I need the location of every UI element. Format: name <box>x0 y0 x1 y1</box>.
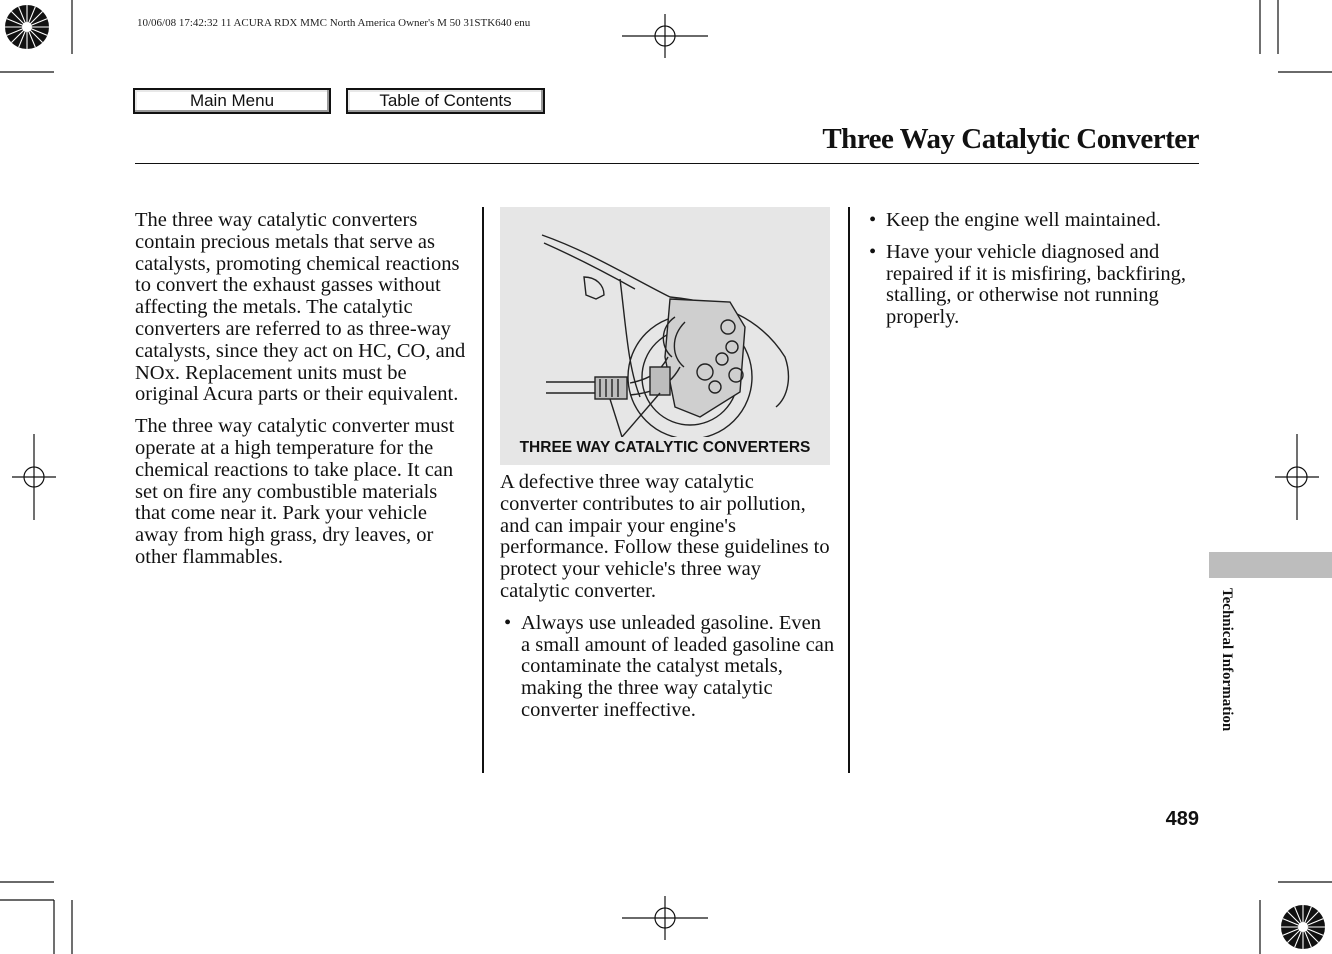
vehicle-underbody-illustration <box>500 207 830 437</box>
catalytic-converter-figure <box>500 207 830 465</box>
right-column <box>865 210 1195 339</box>
right-bullet-list <box>865 210 1195 329</box>
list-item <box>500 613 835 722</box>
title-divider <box>135 163 1199 164</box>
bullet-symbol: • <box>504 611 512 634</box>
list-item <box>865 210 1195 232</box>
paragraph-defective-converter: A defective three way catalytic converter contributes to air pollution, and can impair your engine's performance. Follow these guidelines to protect your vehicle's three way catalytic converter. <box>500 471 830 602</box>
list-item <box>865 242 1195 329</box>
figure-caption: THREE WAY CATALYTIC CONVERTERS <box>519 439 811 456</box>
list-item-text: Have your vehicle diagnosed and repaired if it is misfiring, backfiring, stalling, or otherwise not running properly. <box>886 240 1187 329</box>
list-item-text: Keep the engine well maintained. <box>886 209 1161 231</box>
section-tab-label: Technical Information <box>1219 588 1235 732</box>
bullet-symbol: • <box>869 209 877 231</box>
middle-bullet-list <box>500 613 835 722</box>
page-title: Three Way Catalytic Converter <box>822 123 1199 155</box>
table-of-contents-button[interactable]: Table of Contents <box>346 88 545 114</box>
print-header: 10/06/08 17:42:32 11 ACURA RDX MMC North America Owner's M 50 31STK640 enu <box>137 17 531 29</box>
paragraph-catalyst-description: The three way catalytic converters contain precious metals that serve as catalysts, promoting chemical reactions to convert the exhaust gasses without affecting the metals. The catalytic converters are referred to as three-way catalysts, since they act on HC, CO, and NOx. Replacement units must be original Acura parts or their equivalent. <box>135 209 466 406</box>
main-menu-button[interactable]: Main Menu <box>133 88 331 114</box>
bullet-symbol: • <box>869 240 877 263</box>
middle-column <box>500 472 835 732</box>
paragraph-heat-warning: The three way catalytic converter must operate at a high temperature for the chemical reactions to take place. It can set on fire any combustible materials that come near it. Park your vehicle away from high grass, dry leaves, or other flammables. <box>135 415 455 568</box>
column-divider-right <box>848 207 850 773</box>
page-number: 489 <box>1165 808 1199 830</box>
list-item-text: Always use unleaded gasoline. Even a small amount of leaded gasoline can contaminate the catalyst metals, making the three way catalytic converter ineffective. <box>521 611 835 721</box>
column-divider-left <box>482 207 484 773</box>
section-tab-marker <box>1209 552 1332 578</box>
left-column <box>135 210 470 579</box>
